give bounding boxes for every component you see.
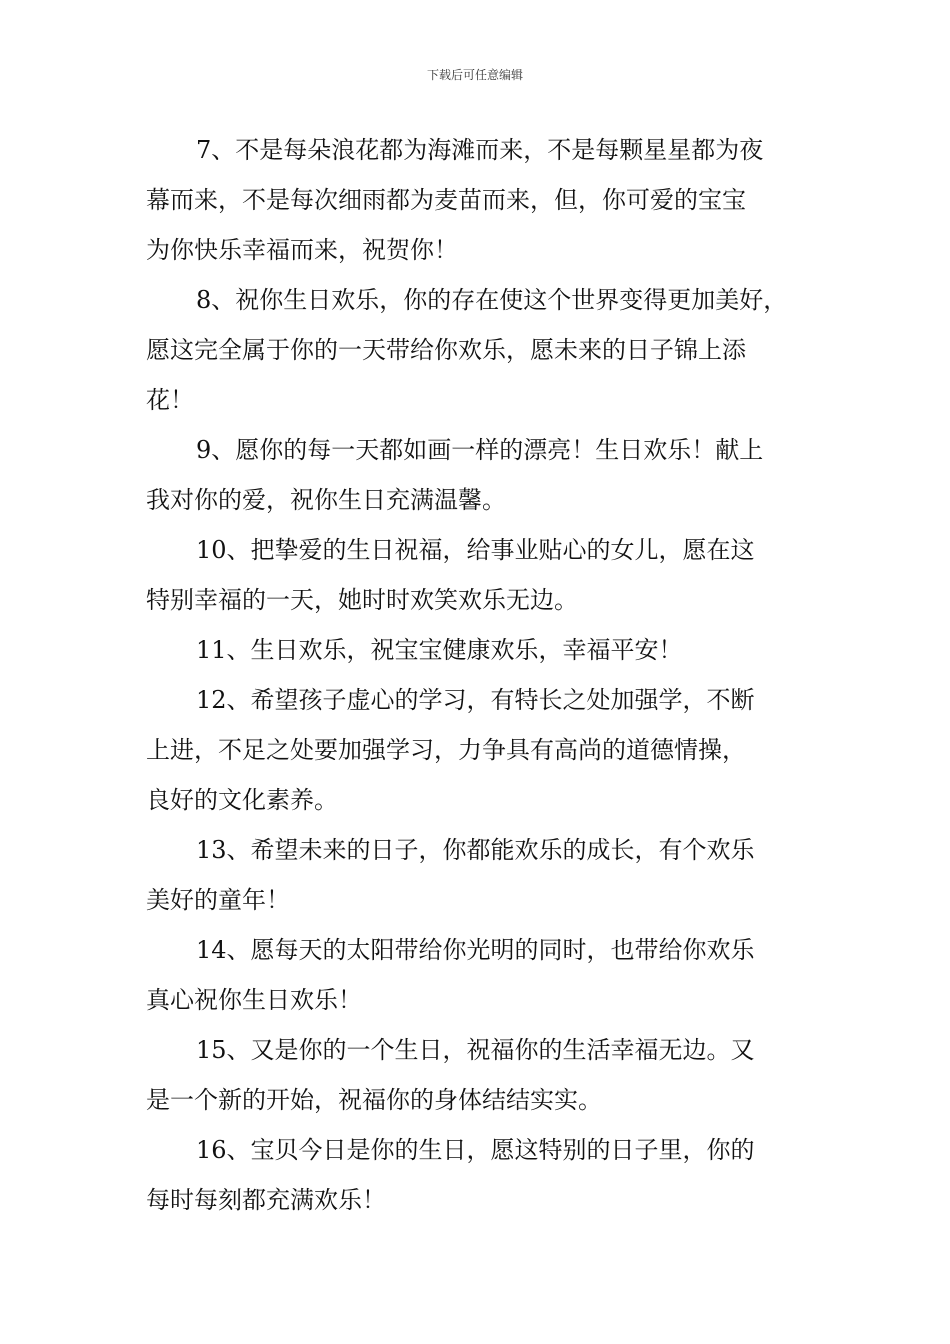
paragraph-line: 10、把挚爱的生日祝福，给事业贴心的女儿，愿在这 [196, 536, 755, 564]
wish-paragraph [146, 625, 810, 675]
paragraph-line: 每时每刻都充满欢乐！ [146, 1186, 386, 1214]
wish-paragraph [146, 525, 810, 625]
wish-paragraph [146, 1125, 810, 1225]
wish-paragraph [146, 925, 810, 1025]
wish-paragraph [146, 675, 810, 825]
paragraph-line: 7、不是每朵浪花都为海滩而来，不是每颗星星都为夜 [196, 136, 764, 164]
paragraph-line: 9、愿你的每一天都如画一样的漂亮！生日欢乐！献上 [196, 436, 764, 464]
paragraph-line: 真心祝你生日欢乐！ [146, 986, 362, 1014]
paragraph-line: 愿这完全属于你的一天带给你欢乐，愿未来的日子锦上添 [146, 336, 746, 364]
paragraph-line: 是一个新的开始，祝福你的身体结结实实。 [146, 1086, 602, 1114]
paragraph-line: 8、祝你生日欢乐，你的存在使这个世界变得更加美好， [196, 286, 788, 314]
wish-paragraph [146, 425, 810, 525]
wish-paragraph [146, 275, 810, 425]
paragraph-line: 美好的童年！ [146, 886, 290, 914]
page-header: 下载后可任意编辑 [426, 68, 523, 82]
paragraph-line: 13、希望未来的日子，你都能欢乐的成长，有个欢乐 [196, 836, 755, 864]
paragraph-line: 特别幸福的一天，她时时欢笑欢乐无边。 [146, 586, 578, 614]
wish-paragraph [146, 125, 810, 275]
paragraph-line: 花！ [146, 386, 194, 414]
paragraph-line: 11、生日欢乐，祝宝宝健康欢乐，幸福平安！ [196, 636, 683, 664]
document-body [146, 125, 810, 1225]
paragraph-line: 为你快乐幸福而来，祝贺你！ [146, 236, 458, 264]
wish-paragraph [146, 1025, 810, 1125]
paragraph-line: 15、又是你的一个生日，祝福你的生活幸福无边。又 [196, 1036, 755, 1064]
paragraph-line: 12、希望孩子虚心的学习，有特长之处加强学，不断 [196, 686, 755, 714]
paragraph-line: 良好的文化素养。 [146, 786, 338, 814]
wish-paragraph [146, 825, 810, 925]
paragraph-line: 16、宝贝今日是你的生日，愿这特别的日子里，你的 [196, 1136, 755, 1164]
paragraph-line: 幕而来，不是每次细雨都为麦苗而来，但，你可爱的宝宝 [146, 186, 746, 214]
paragraph-line: 上进，不足之处要加强学习，力争具有高尚的道德情操， [146, 736, 746, 764]
paragraph-line: 我对你的爱，祝你生日充满温馨。 [146, 486, 506, 514]
paragraph-line: 14、愿每天的太阳带给你光明的同时，也带给你欢乐 [196, 936, 755, 964]
